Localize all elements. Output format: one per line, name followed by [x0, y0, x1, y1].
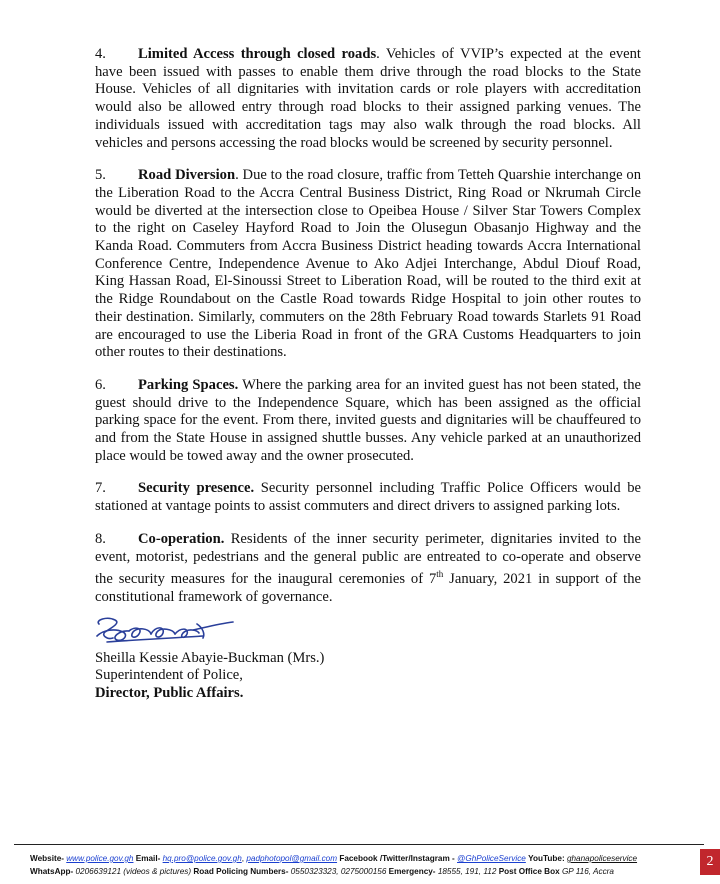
section-separator [254, 480, 261, 496]
section-5 [95, 167, 641, 362]
whatsapp-label: WhatsApp- [30, 867, 74, 876]
section-6 [95, 377, 641, 466]
social-label: Facebook /Twitter/Instagram - [339, 854, 455, 863]
emergency-numbers: 18555, 191, 112 [437, 867, 497, 876]
website-label: Website- [30, 854, 64, 863]
section-heading: Security presence. [138, 480, 255, 497]
footer-line-2 [30, 865, 670, 878]
youtube-link[interactable]: ghanapoliceservice [566, 854, 638, 863]
road-policing-label: Road Policing Numbers- [193, 867, 289, 876]
signatory-title: Director, Public Affairs. [95, 684, 244, 701]
ordinal-suffix: th [436, 569, 444, 580]
section-number: 5. [95, 167, 106, 184]
road-policing-numbers: 0550323323, 0275000156 [290, 867, 387, 876]
emergency-label: Emergency- [388, 867, 436, 876]
section-8 [95, 531, 641, 607]
page-number-badge: 2 [700, 849, 720, 875]
footer [30, 852, 670, 878]
section-number: 6. [95, 376, 106, 393]
section-separator: . [235, 167, 243, 184]
section-heading: Parking Spaces. [138, 376, 239, 393]
section-body: Due to the road closure, traffic from Tetteh Quarshie interchange on the Liberation Road to the Accra Central Business District, Ring Road or Nkrumah Circle would be diverted at the intersection close to Opeibea House / Silver Star Towers Complex to the right on Caseley Hayford Road to Join the Olusegun Obasanjo Highway and the Kanda Road. Commuters from Accra Business District heading towards Accra International Conference Centre, Independence Avenue to Ako Adjei Interchange, Abdul Diouf Road, King Hassan Road, El-Sinoussi Street to Liberation Road, will be routed to the third exit at the Ridge Roundabout on the Castle Road towards Ridge Hospital to join other routes to their destination. Similarly, commuters on the 28th February Road towards Starlets 91 Road are encouraged to use the Liberia Road in front of the GRA Customs Headquarters to join other routes to their destinations. [95, 167, 642, 361]
section-heading: Limited Access through closed roads [138, 46, 377, 62]
section-body: Where the parking area for an invited guest has not been stated, the guest should drive to the Independence Square, which has been assigned as the official parking space for the event. From there, invited guests and dignitaries will be chauffeured to and from the State House in assigned shuttle busses. Any vehicle parked at an unauthorized place would be towed away and the owner prosecuted. [95, 376, 641, 464]
section-number: 4. [95, 46, 106, 62]
section-separator: . [376, 46, 386, 62]
footer-divider [14, 844, 704, 845]
pobox-label: Post Office Box [498, 867, 560, 876]
section-heading: Co-operation. [138, 530, 225, 547]
section-heading: Road Diversion [138, 167, 236, 184]
signatory-rank: Superintendent of Police, [95, 667, 243, 684]
signature [95, 620, 641, 650]
section-body: Security personnel including Traffic Police Officers would be stationed at vantage points to assist commuters and direct drivers to assigned parking lots. [95, 480, 641, 515]
section-number: 8. [95, 530, 106, 547]
email-link-1[interactable]: hq.pro@police.gov.gh [162, 854, 242, 863]
handwritten-signature-icon [93, 614, 243, 648]
email-label: Email- [135, 854, 161, 863]
section-body: Residents of the inner security perimeter, dignitaries invited to the event, motorist, pedestrians and the general public are entreated to co-operate and observe the security measures for the inaugural ceremonies of 7 [95, 530, 641, 588]
footer-line-1 [30, 852, 670, 865]
section-body-end: January, 2021 in support of the constitutional framework of governance. [95, 571, 641, 605]
document-body [95, 46, 641, 702]
social-link[interactable]: @GhPoliceService [457, 854, 526, 863]
signatory-block [95, 650, 641, 703]
section-4 [95, 46, 641, 152]
website-link[interactable]: www.police.gov.gh [66, 854, 134, 863]
youtube-label: YouTube: [528, 854, 565, 863]
section-7 [95, 480, 641, 515]
section-body: Vehicles of VVIP’s expected at the event have been issued with passes to enable them drive through the road blocks to the State House. Vehicles of all dignitaries with invitation cards or role players with accreditation would also be allowed entry through road blocks to their assigned parking venues. The individuals issued with accreditation tags may also walk through the road blocks. All vehicles and persons accessing the road blocks would be screened by security personnel. [95, 46, 641, 151]
section-number: 7. [95, 480, 106, 497]
email-link-2[interactable]: padphotopol@gmail.com [246, 854, 338, 863]
whatsapp-number: 0206639121 (videos & pictures) [75, 867, 192, 876]
signatory-name: Sheilla Kessie Abayie-Buckman (Mrs.) [95, 649, 325, 666]
pobox-value: GP 116, Accra [561, 867, 614, 876]
email-separator: , [241, 854, 245, 863]
